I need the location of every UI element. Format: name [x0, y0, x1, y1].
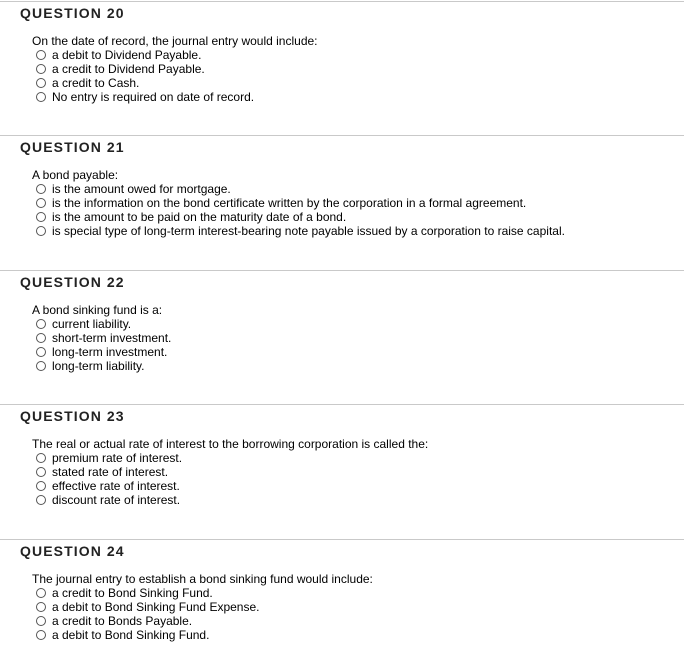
radio-button[interactable] — [36, 198, 46, 208]
answer-option-label: a debit to Dividend Payable. — [52, 48, 202, 62]
radio-button[interactable] — [36, 495, 46, 505]
answer-option[interactable] — [36, 62, 254, 76]
answer-option[interactable] — [36, 479, 182, 493]
answer-option[interactable] — [36, 90, 254, 104]
answer-option-label: is special type of long-term interest-bearing note payable issued by a corporation to raise capital. — [52, 224, 565, 238]
answer-options — [36, 451, 182, 507]
answer-option[interactable] — [36, 210, 565, 224]
question-title: QUESTION 20 — [20, 5, 125, 21]
radio-button[interactable] — [36, 92, 46, 102]
question-title: QUESTION 23 — [20, 408, 125, 424]
answer-options — [36, 317, 171, 373]
answer-option[interactable] — [36, 451, 182, 465]
radio-button[interactable] — [36, 453, 46, 463]
radio-button[interactable] — [36, 212, 46, 222]
radio-button[interactable] — [36, 361, 46, 371]
answer-option-label: a debit to Bond Sinking Fund. — [52, 628, 210, 642]
question-title: QUESTION 22 — [20, 274, 125, 290]
question-23 — [0, 404, 684, 538]
answer-option-label: stated rate of interest. — [52, 465, 169, 479]
answer-options — [36, 586, 259, 642]
answer-option-label: is the amount owed for mortgage. — [52, 182, 231, 196]
radio-button[interactable] — [36, 630, 46, 640]
answer-option-label: current liability. — [52, 317, 132, 331]
question-title: QUESTION 21 — [20, 139, 125, 155]
answer-option[interactable] — [36, 224, 565, 238]
answer-options — [36, 182, 565, 238]
answer-option[interactable] — [36, 359, 171, 373]
answer-option-label: is the information on the bond certificate written by the corporation in a formal agreement. — [52, 196, 527, 210]
radio-button[interactable] — [36, 64, 46, 74]
answer-option[interactable] — [36, 317, 171, 331]
answer-option-label: a credit to Bonds Payable. — [52, 614, 193, 628]
radio-button[interactable] — [36, 602, 46, 612]
question-22 — [0, 270, 684, 404]
answer-option[interactable] — [36, 182, 565, 196]
answer-option-label: is the amount to be paid on the maturity date of a bond. — [52, 210, 347, 224]
answer-option-label: short-term investment. — [52, 331, 172, 345]
answer-option[interactable] — [36, 76, 254, 90]
answer-option[interactable] — [36, 493, 182, 507]
answer-option[interactable] — [36, 331, 171, 345]
radio-button[interactable] — [36, 347, 46, 357]
answer-option[interactable] — [36, 600, 259, 614]
question-prompt: The real or actual rate of interest to the borrowing corporation is called the: — [32, 437, 429, 451]
answer-option-label: discount rate of interest. — [52, 493, 181, 507]
radio-button[interactable] — [36, 588, 46, 598]
question-prompt: The journal entry to establish a bond sinking fund would include: — [32, 572, 373, 586]
question-prompt: On the date of record, the journal entry would include: — [32, 34, 318, 48]
answer-option-label: a credit to Dividend Payable. — [52, 62, 205, 76]
radio-button[interactable] — [36, 467, 46, 477]
radio-button[interactable] — [36, 319, 46, 329]
answer-options — [36, 48, 254, 104]
question-prompt: A bond payable: — [32, 168, 119, 182]
answer-option-label: long-term investment. — [52, 345, 168, 359]
answer-option[interactable] — [36, 586, 259, 600]
radio-button[interactable] — [36, 616, 46, 626]
answer-option-label: long-term liability. — [52, 359, 145, 373]
answer-option[interactable] — [36, 465, 182, 479]
answer-option[interactable] — [36, 614, 259, 628]
radio-button[interactable] — [36, 333, 46, 343]
answer-option[interactable] — [36, 345, 171, 359]
question-21 — [0, 135, 684, 269]
answer-option[interactable] — [36, 196, 565, 210]
answer-option-label: No entry is required on date of record. — [52, 90, 255, 104]
radio-button[interactable] — [36, 481, 46, 491]
question-title: QUESTION 24 — [20, 543, 125, 559]
answer-option-label: effective rate of interest. — [52, 479, 180, 493]
radio-button[interactable] — [36, 184, 46, 194]
radio-button[interactable] — [36, 78, 46, 88]
radio-button[interactable] — [36, 50, 46, 60]
question-24 — [0, 539, 684, 660]
answer-option[interactable] — [36, 48, 254, 62]
question-prompt: A bond sinking fund is a: — [32, 303, 163, 317]
answer-option-label: a credit to Bond Sinking Fund. — [52, 586, 213, 600]
answer-option[interactable] — [36, 628, 259, 642]
answer-option-label: a credit to Cash. — [52, 76, 140, 90]
answer-option-label: a debit to Bond Sinking Fund Expense. — [52, 600, 260, 614]
answer-option-label: premium rate of interest. — [52, 451, 183, 465]
question-20 — [0, 1, 684, 135]
radio-button[interactable] — [36, 226, 46, 236]
